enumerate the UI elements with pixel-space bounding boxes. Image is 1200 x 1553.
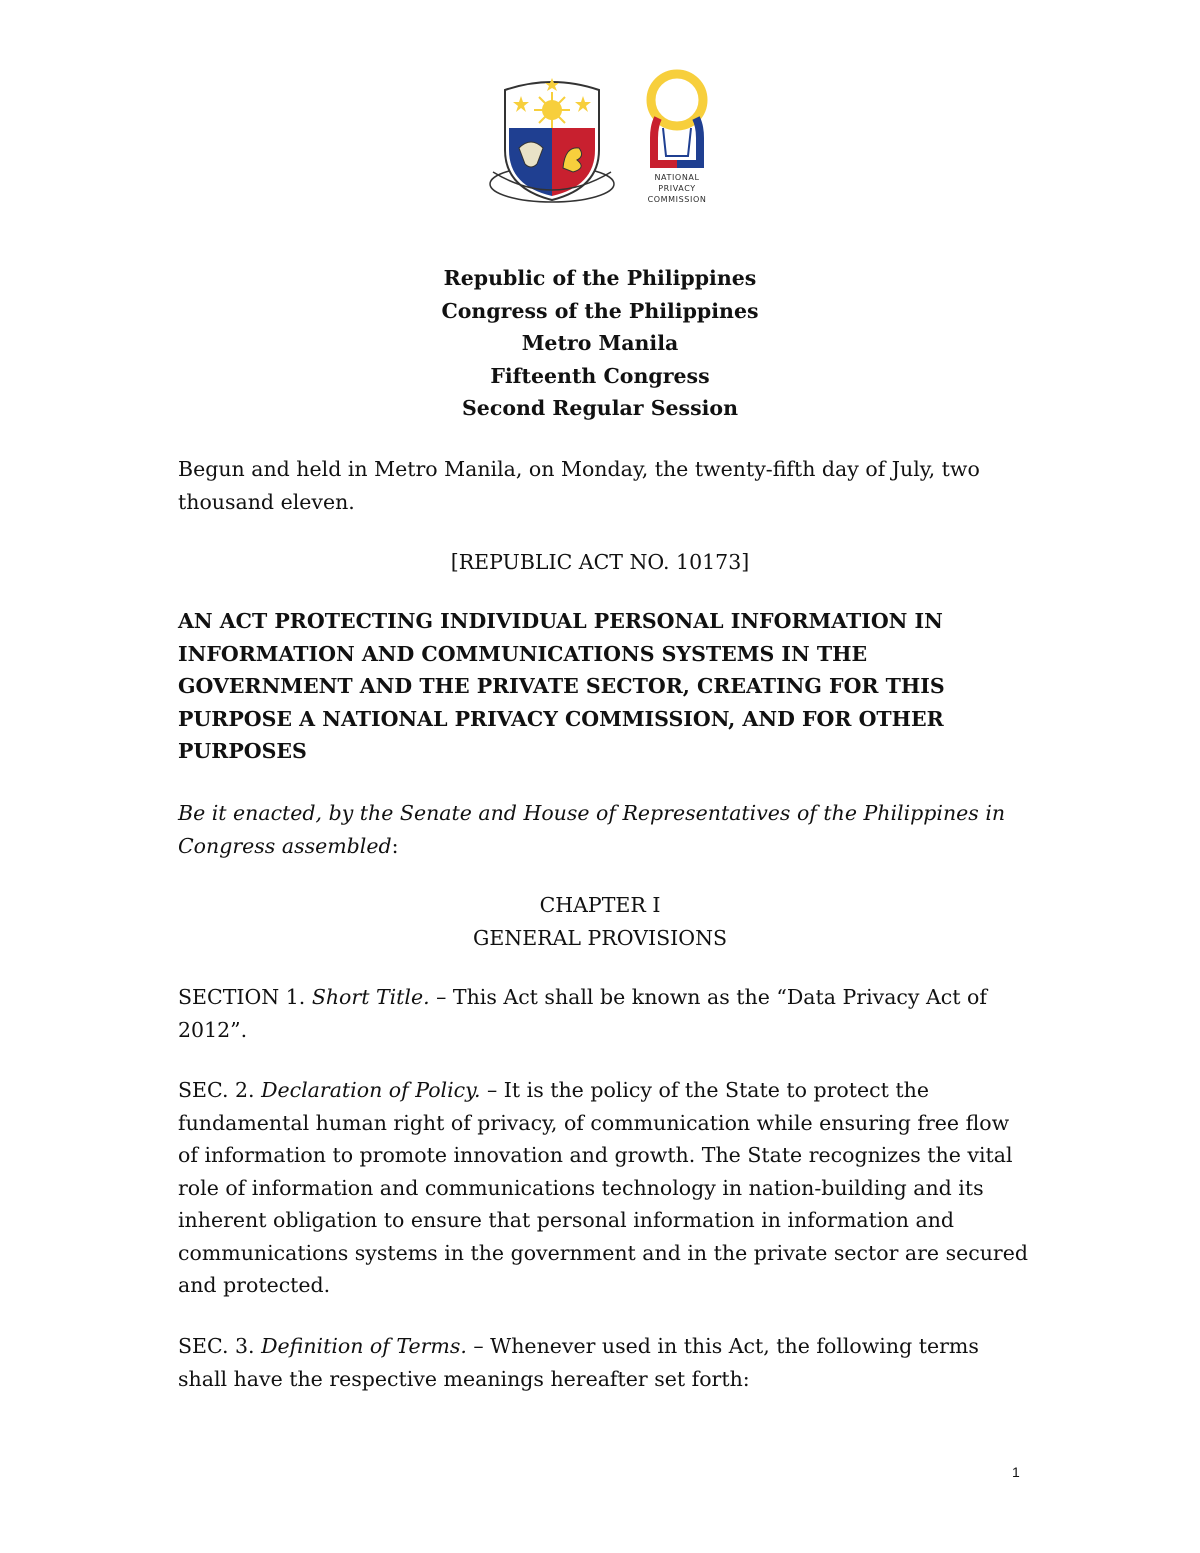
header-line: Fifteenth Congress [490,363,710,388]
section-3 [178,1330,1028,1395]
section-text: – This Act shall be known as the “Data Privacy Act of 2012”. [178,985,987,1042]
philippine-seal-logo [487,76,617,208]
act-number: [REPUBLIC ACT NO. 10173] [450,550,750,574]
chapter-heading [0,889,1200,954]
header-line: Second Regular Session [462,396,738,420]
header-line: Congress of the Philippines [441,298,759,323]
section-heading: Definition of Terms. [261,1334,467,1358]
document-header [0,262,1200,425]
chapter-name: GENERAL PROVISIONS [472,925,728,950]
intro-paragraph: Begun and held in Metro Manila, on Monday, the twenty-fifth day of July, two thousand eleven. [178,457,980,514]
page-number: 1 [1012,1464,1020,1480]
section-1 [178,981,1028,1046]
logos-area [0,68,1200,218]
act-title: AN ACT PROTECTING INDIVIDUAL PERSONAL INFORMATION IN INFORMATION AND COMMUNICATIONS SYSTEMS IN THE GOVERNMENT AND THE PRIVATE SECTOR, CREATING FOR THIS PURPOSE A NATIONAL PRIVACY COMMISSION, AND FOR OTHER PURPOSES [178,609,945,763]
section-label: SEC. 3. [178,1334,262,1358]
header-line: Metro Manila [521,331,679,355]
section-heading: Short Title. [311,985,430,1009]
npc-keyhole-icon [636,68,718,168]
section-heading: Declaration of Policy. [261,1078,481,1102]
section-text: – Whenever used in this Act, the following terms shall have the respective meanings hereafter set forth: [178,1334,979,1391]
npc-logo-text: NATIONAL PRIVACY COMMISSION [647,173,707,204]
enacting-clause-text: Be it enacted, by the Senate and House of Representatives of the Philippines in Congress assembled [178,801,1006,858]
section-text: – It is the policy of the State to protect the fundamental human right of privacy, of communication while ensuring free flow of information to promote innovation and growth. The State recognizes the vital role of information and communications technology in nation-building and its inherent obligation to ensure that personal information in information and communications systems in the government and in the private sector are secured and protected. [178,1078,1028,1297]
section-2 [178,1074,1028,1302]
npc-logo [636,68,718,214]
chapter-number: CHAPTER I [539,893,661,917]
header-line: Republic of the Philippines [443,266,757,290]
enacting-clause-colon: : [391,833,399,858]
section-label: SEC. 2. [178,1078,262,1102]
enacting-clause [178,797,1028,862]
section-label: SECTION 1. [178,985,312,1009]
